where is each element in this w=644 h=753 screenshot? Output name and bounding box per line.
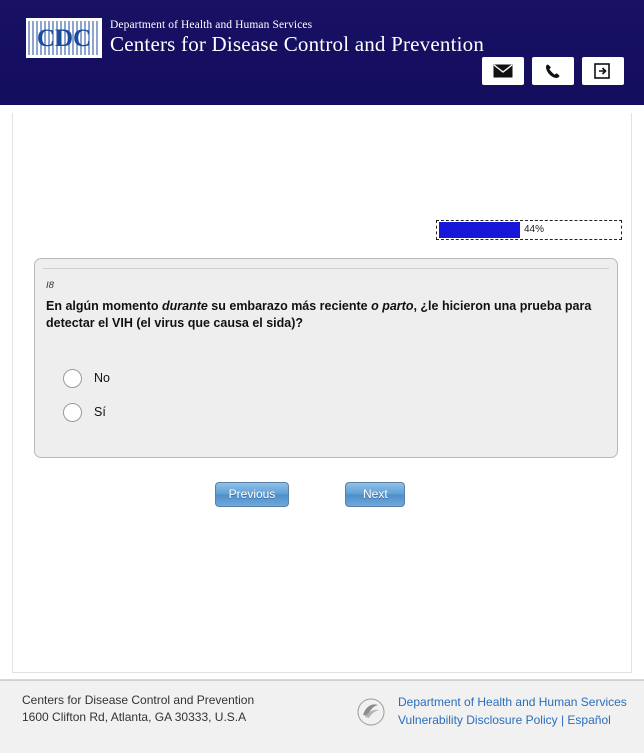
option-si[interactable]: [63, 395, 110, 429]
answer-options: [63, 361, 110, 429]
radio-si[interactable]: [63, 403, 82, 422]
email-button[interactable]: [482, 57, 524, 85]
question-text-seg2: su embarazo más reciente: [207, 299, 372, 313]
hhs-seal-icon: [356, 697, 386, 727]
question-text-em2: o parto: [371, 299, 414, 313]
footer-address: 1600 Clifton Rd, Atlanta, GA 30333, U.S.A: [22, 710, 247, 725]
footer-link-separator: |: [557, 713, 568, 727]
question-text-seg3: , ¿le hicieron una prueba para detectar el VIH (el virus que causa el sida)?: [46, 299, 592, 330]
cdc-logo[interactable]: [26, 18, 102, 58]
question-text: [46, 298, 604, 332]
login-button[interactable]: [582, 57, 624, 85]
agency-title: Centers for Disease Control and Prevention: [110, 32, 485, 56]
svg-text:CDC: CDC: [36, 25, 92, 52]
header-button-group: [482, 57, 624, 85]
phone-icon: [545, 63, 561, 79]
next-button[interactable]: Next: [345, 482, 405, 507]
site-footer: [0, 680, 644, 753]
question-text-em1: durante: [161, 299, 208, 313]
phone-button[interactable]: [532, 57, 574, 85]
navigation-buttons: [0, 482, 620, 507]
question-id: I8: [46, 280, 54, 291]
footer-link-vdp[interactable]: Vulnerability Disclosure Policy: [398, 713, 558, 727]
survey-body: [0, 105, 644, 680]
agency-department-line: Department of Health and Human Services: [110, 19, 313, 31]
progress-bar-container: [436, 220, 622, 240]
progress-bar-fill: [439, 222, 520, 238]
option-no[interactable]: [63, 361, 110, 395]
footer-link-hhs[interactable]: Department of Health and Human Services: [398, 695, 627, 709]
option-si-label: Sí: [94, 405, 106, 419]
footer-links: [398, 693, 627, 729]
previous-button[interactable]: Previous: [215, 482, 290, 507]
footer-address-block: [22, 692, 254, 727]
envelope-icon: [493, 64, 513, 78]
progress-percent-label: 44%: [523, 224, 544, 235]
question-text-seg1: En algún momento: [46, 299, 162, 313]
site-header: [0, 0, 644, 105]
radio-no[interactable]: [63, 369, 82, 388]
footer-org-name: Centers for Disease Control and Prevention: [22, 693, 255, 707]
question-card: [34, 258, 618, 458]
card-divider: [43, 268, 609, 269]
login-arrow-icon: [594, 63, 612, 79]
option-no-label: No: [94, 371, 110, 385]
footer-link-espanol[interactable]: Español: [567, 713, 611, 727]
